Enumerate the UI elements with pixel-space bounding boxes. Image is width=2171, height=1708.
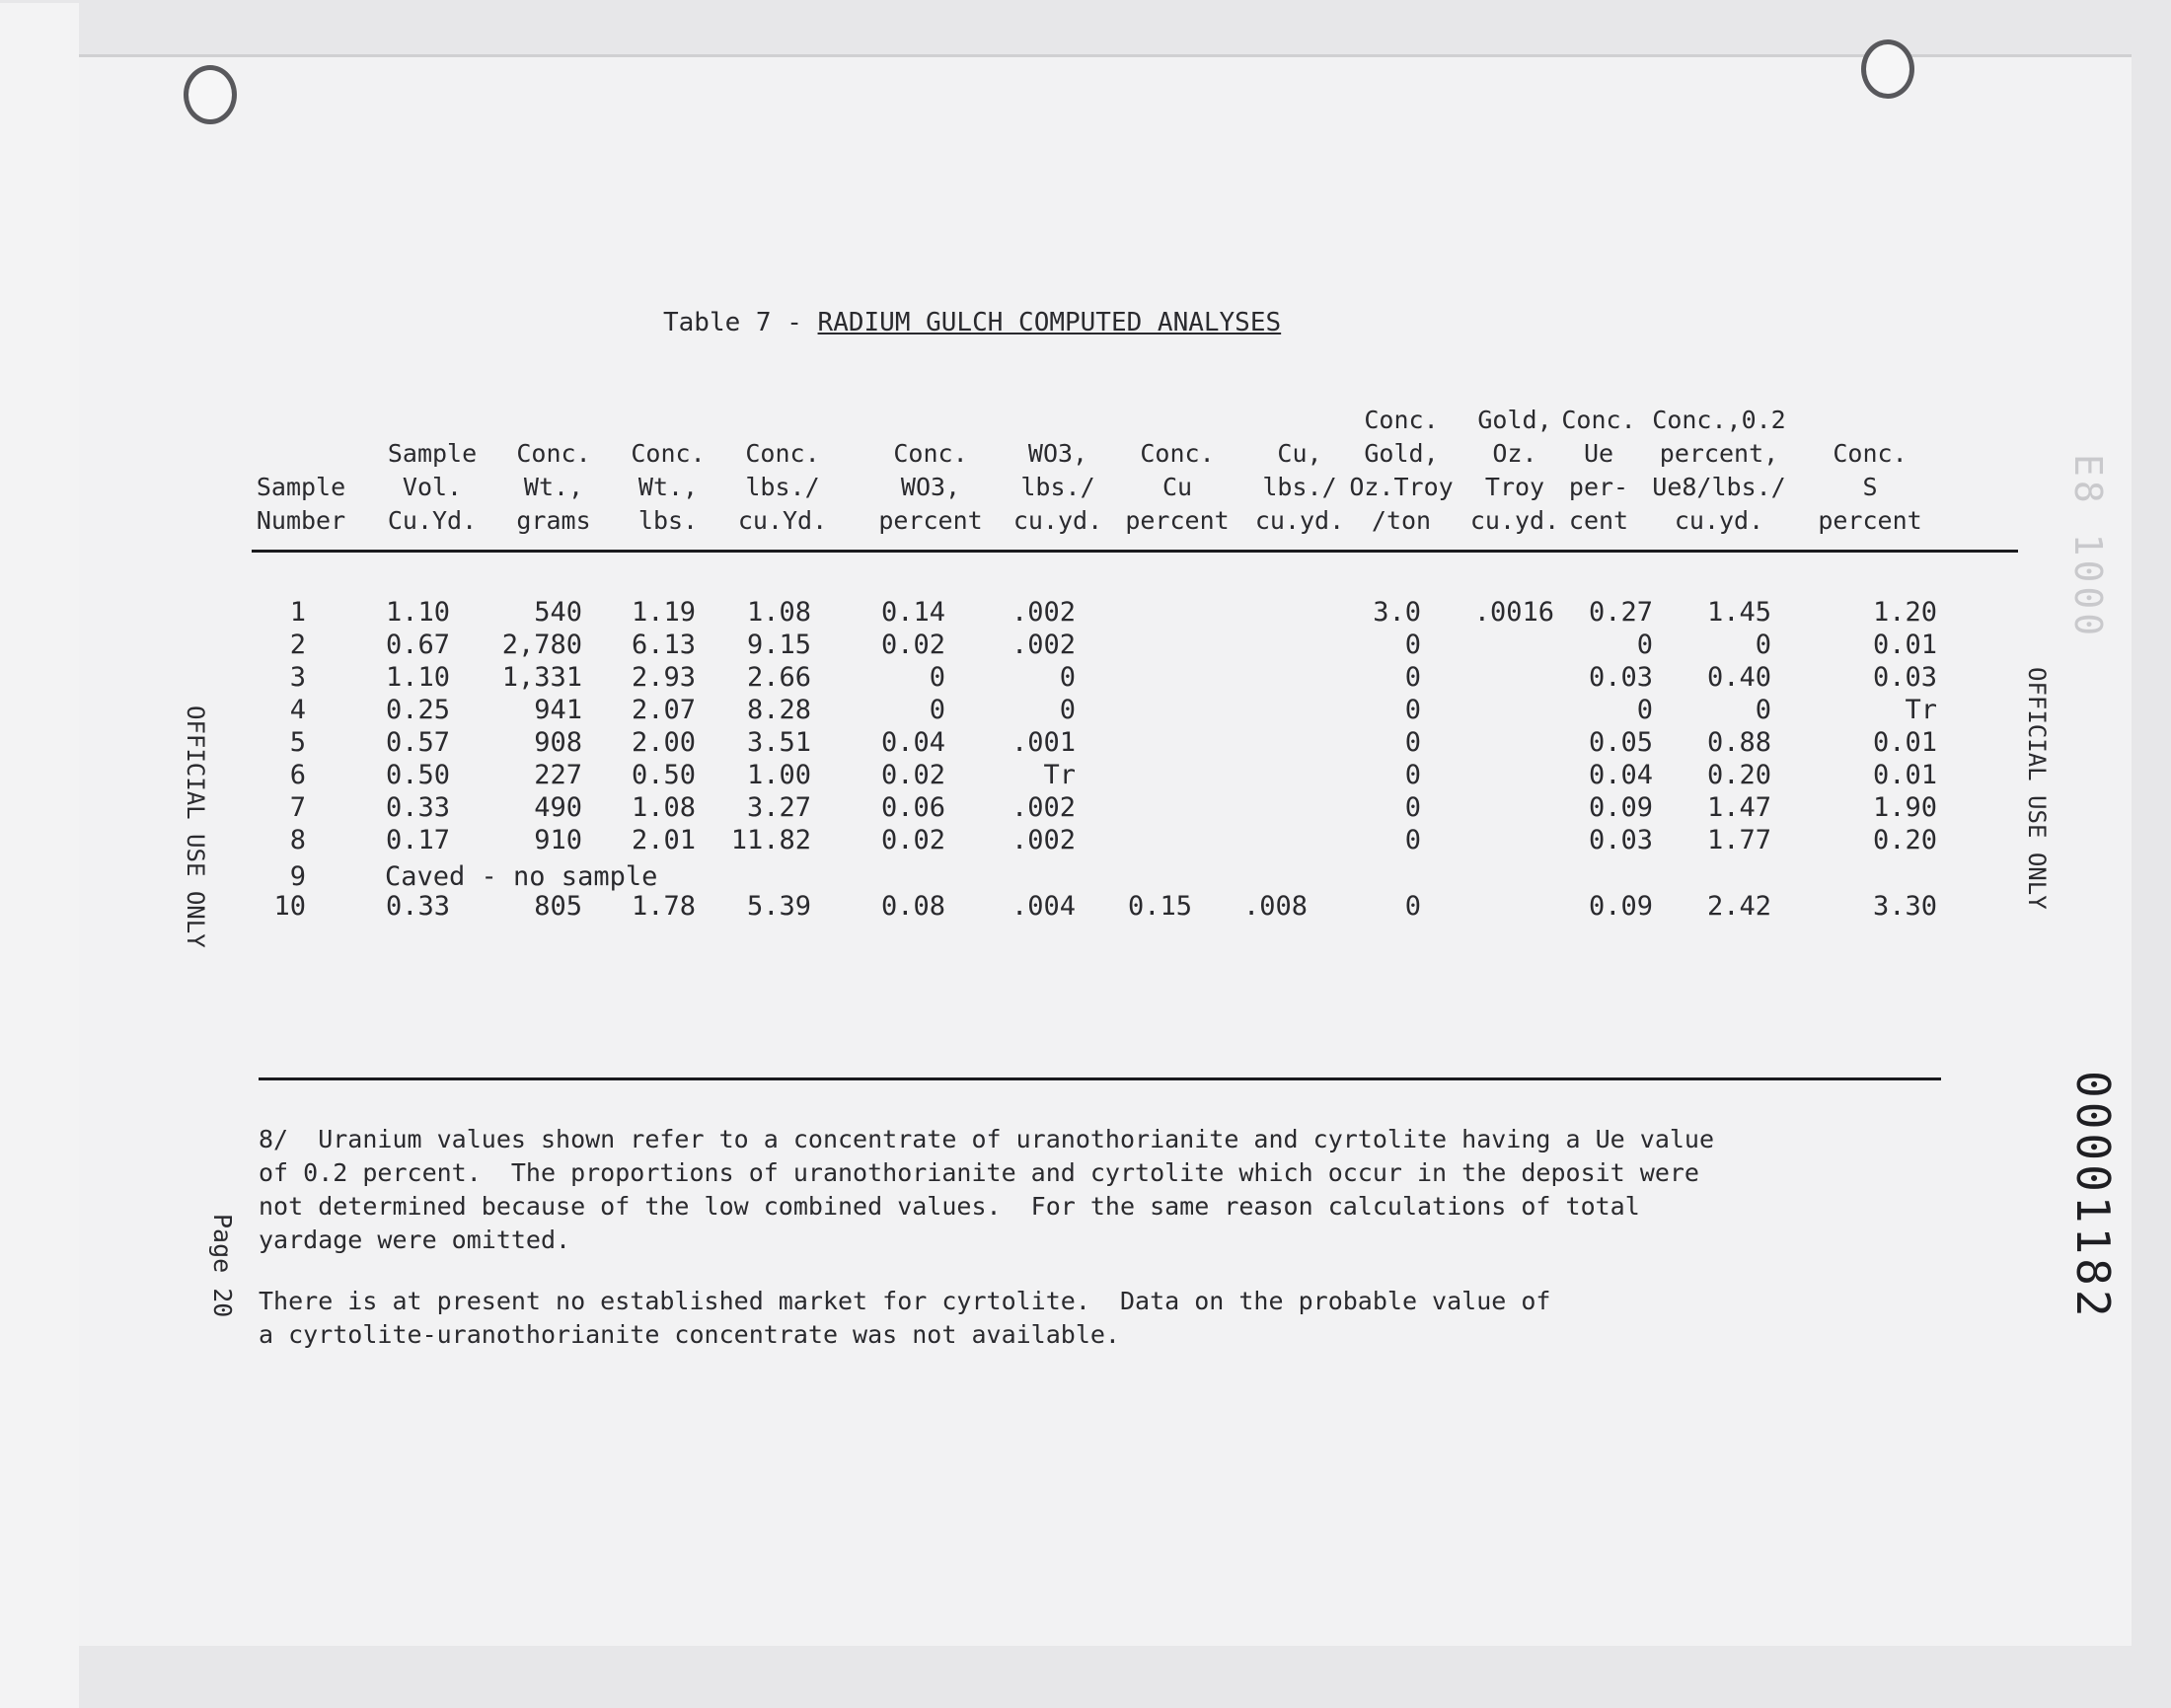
table-cell: 0 [1404,760,1421,790]
table-cell: .002 [1011,792,1076,823]
table-cell: 0.50 [385,760,450,790]
table-cell: 0.20 [1706,760,1771,790]
table-cell: 0.17 [385,825,450,855]
table-cell: 227 [534,760,582,790]
column-header-2: Sample Vol. Cu.Yd. [387,439,478,535]
table-cell: 0.09 [1588,792,1653,823]
table-cell: 0.15 [1127,891,1192,922]
table-cell: 0.02 [880,825,945,855]
table-cell: 1.47 [1706,792,1771,823]
table-cell: 0.67 [385,630,450,660]
table-cell: 0.27 [1588,597,1653,628]
table-cell: 0 [1059,662,1076,693]
table-cell: 2.42 [1706,891,1771,922]
table-cell: 908 [534,727,582,758]
table-cell: .002 [1011,630,1076,660]
table-cell: 1.00 [746,760,811,790]
table-cell: 11.82 [730,825,811,855]
table-cell: 0.50 [631,760,696,790]
table-cell: 0 [1755,695,1771,725]
table-cell: 8 [289,825,306,855]
table-cell: 2,780 [501,630,582,660]
punch-hole-left [184,65,237,124]
table-cell: 8.28 [746,695,811,725]
table-cell: 3.0 [1373,597,1421,628]
table-cell: 0.57 [385,727,450,758]
table-cell: 2.93 [631,662,696,693]
table-cell: 0.08 [880,891,945,922]
margin-label-right: OFFICIAL USE ONLY [2023,667,2051,910]
table-cell: Tr [1905,695,1937,725]
table-cell: 0 [1404,695,1421,725]
table-cell: 805 [534,891,582,922]
table-cell: 0 [1636,695,1653,725]
punch-hole-right [1861,39,1914,99]
table-cell: .002 [1011,597,1076,628]
table-cell: 9.15 [746,630,811,660]
table-cell: 0.03 [1872,662,1937,693]
table-cell: 6.13 [631,630,696,660]
faint-stamp: E8 1000 [2066,454,2110,640]
table-cell: Caved - no sample [385,861,658,892]
table-cell: 0.02 [880,760,945,790]
table-cell: 0 [1404,727,1421,758]
table-cell: 3.51 [746,727,811,758]
column-header-12: Conc. Ue per- cent [1561,406,1636,535]
table-cell: 0.33 [385,792,450,823]
table-cell: 7 [289,792,306,823]
table-cell: 0.06 [880,792,945,823]
table-cell: 3.27 [746,792,811,823]
table-cell: .001 [1011,727,1076,758]
table-cell: 4 [289,695,306,725]
note-market: There is at present no established market for cyrtolite. Data on the probable value of a cyrtolite-uranothorianite concentrate was not available. [259,1287,1551,1349]
table-cell: 0.01 [1872,727,1937,758]
margin-label-left: OFFICIAL USE ONLY [182,705,209,948]
column-header-9: Cu, lbs./ cu.yd. [1254,439,1345,535]
table-cell: 0 [929,662,945,693]
table-cell: 0 [1059,695,1076,725]
table-cell: 1.90 [1872,792,1937,823]
footer-rule [259,1077,1941,1080]
table-cell: 0.05 [1588,727,1653,758]
table-cell: 0 [1404,792,1421,823]
table-cell: .008 [1242,891,1308,922]
table-cell: Tr [1043,760,1076,790]
column-header-4: Conc. Wt., lbs. [631,439,706,535]
table-cell: 9 [289,861,306,892]
column-header-14: Conc. S percent [1818,439,1922,535]
header-rule [252,550,2018,553]
table-cell: 1.77 [1706,825,1771,855]
table-cell: 0 [1636,630,1653,660]
table-title [663,308,1281,337]
table-cell: 1.08 [746,597,811,628]
table-cell: 0.33 [385,891,450,922]
table-cell: 1.45 [1706,597,1771,628]
table-title-main: RADIUM GULCH COMPUTED ANALYSES [817,308,1282,337]
table-cell: 2.01 [631,825,696,855]
table-cell: 2.66 [746,662,811,693]
table-cell: 0.09 [1588,891,1653,922]
table-cell: 0.20 [1872,825,1937,855]
table-cell: 0.01 [1872,630,1937,660]
column-header-13: Conc.,0.2 percent, Ue8/lbs./ cu.yd. [1652,406,1786,535]
table-cell: 0.04 [880,727,945,758]
table-cell: 1.08 [631,792,696,823]
table-cell: 0 [1755,630,1771,660]
table-cell: 0.03 [1588,825,1653,855]
table-cell: 0.03 [1588,662,1653,693]
table-cell: 1.10 [385,597,450,628]
table-cell: 2 [289,630,306,660]
table-cell: 6 [289,760,306,790]
table-cell: 10 [273,891,306,922]
table-cell: 0.25 [385,695,450,725]
table-cell: 0 [929,695,945,725]
table-cell: 3 [289,662,306,693]
table-cell: .002 [1011,825,1076,855]
table-cell: 0.04 [1588,760,1653,790]
table-cell: 0 [1404,662,1421,693]
column-header-8: Conc. Cu percent [1125,439,1230,535]
column-header-5: Conc. lbs./ cu.Yd. [737,439,828,535]
table-cell: 1.20 [1872,597,1937,628]
table-cell: 0.02 [880,630,945,660]
table-cell: 941 [534,695,582,725]
table-cell: 2.00 [631,727,696,758]
table-cell: 0.40 [1706,662,1771,693]
table-cell: 1,331 [501,662,582,693]
table-title-prefix: Table 7 - [663,308,818,337]
table-cell: 490 [534,792,582,823]
table-cell: .0016 [1473,597,1554,628]
table-cell: 0.88 [1706,727,1771,758]
table-cell: 0 [1404,891,1421,922]
column-header-3: Conc. Wt., grams [516,439,591,535]
table-cell: 1.78 [631,891,696,922]
table-cell: 2.07 [631,695,696,725]
table-cell: 1.19 [631,597,696,628]
column-header-11: Gold, Oz. Troy cu.yd. [1469,406,1560,535]
footnote-uranium: 8/ Uranium values shown refer to a concentrate of uranothorianite and cyrtolite having a Ue value of 0.2 percent. The proportions of uranothorianite and cyrtolite which occur in the deposit were not determined because of the low combined values. For the same reason calculations of total yardage were omitted. [259,1125,1715,1254]
table-cell: 540 [534,597,582,628]
table-cell: 0.14 [880,597,945,628]
table-cell: .004 [1011,891,1076,922]
table-cell: 910 [534,825,582,855]
column-header-6: Conc. WO3, percent [878,439,983,535]
column-header-10: Conc. Gold, Oz.Troy /ton [1349,406,1454,535]
table-cell: 1 [289,597,306,628]
document-number-stamp: 00001182 [2066,1071,2120,1321]
table-cell: 5 [289,727,306,758]
table-cell: 3.30 [1872,891,1937,922]
page-number: Page 20 [208,1214,237,1318]
table-cell: 0 [1404,630,1421,660]
column-header-1: Sample Number [256,473,346,535]
table-cell: 0.01 [1872,760,1937,790]
table-cell: 1.10 [385,662,450,693]
table-cell: 5.39 [746,891,811,922]
table-cell: 0 [1404,825,1421,855]
column-header-7: WO3, lbs./ cu.yd. [1012,439,1103,535]
